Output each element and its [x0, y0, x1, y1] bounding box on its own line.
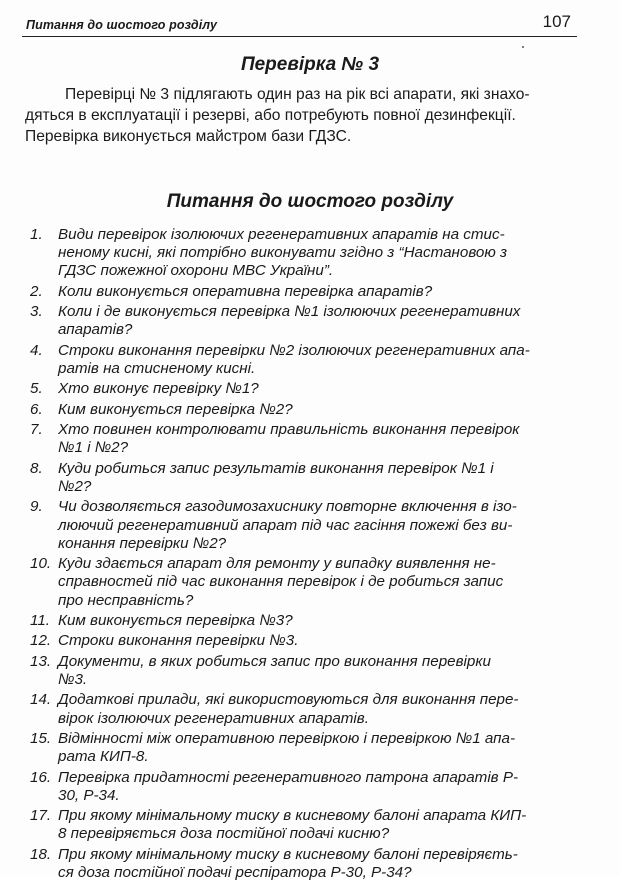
question-line: Куди робиться запис результатів виконання перевірок №1 і — [58, 459, 494, 477]
question-line: Коли виконується оперативна перевірка апаратів? — [58, 282, 433, 300]
question-line: При якому мінімальному тиску в кисневому балоні апарата КИП- — [58, 807, 527, 825]
question-line: Ким виконується перевірка №3? — [58, 611, 293, 629]
page-number: 107 — [542, 12, 571, 31]
question-number: 10. — [30, 555, 52, 573]
running-header — [22, 8, 577, 37]
question-line: рата КИП-8. — [58, 748, 149, 766]
question-number: 13. — [30, 652, 52, 670]
question-item — [0, 691, 568, 727]
question-number: 7. — [30, 421, 43, 439]
question-number: 2. — [30, 282, 43, 300]
question-number: 11. — [30, 611, 50, 629]
question-line: люючий регенеративний апарат під час гасіння пожежі без ви- — [58, 516, 513, 534]
question-line: Види перевірок ізолюючих регенеративних апаратів на стис- — [58, 226, 505, 243]
question-line: Ким виконується перевірка №2? — [58, 400, 293, 418]
question-number: 1. — [30, 226, 43, 243]
question-number: 9. — [30, 498, 43, 516]
question-number: 12. — [30, 632, 52, 650]
question-line: Додаткові прилади, які використовуються для виконання пере- — [58, 691, 519, 709]
question-number: 14. — [30, 691, 52, 709]
question-line: Відмінності між оперативною перевіркою і перевіркою №1 апа- — [58, 729, 516, 747]
question-item — [0, 303, 568, 339]
question-line: Строки виконання перевірки №2 ізолюючих регенеративних апа- — [58, 341, 530, 359]
question-number: 17. — [30, 807, 52, 825]
check-3-heading: Перевірка № 3 — [240, 54, 380, 75]
question-number: 3. — [30, 303, 43, 321]
paragraph-line: Перевірці № 3 підлягають один раз на рік всі апарати, які знахо- — [65, 86, 530, 103]
question-line: Перевірка придатності регенеративного патрона апаратів Р- — [58, 768, 519, 786]
question-line: про несправність? — [58, 591, 194, 609]
question-line: Строки виконання перевірки №3. — [58, 632, 299, 650]
question-item — [0, 380, 568, 398]
question-line: 30, Р-34. — [58, 786, 120, 804]
question-item — [0, 283, 568, 301]
question-line: справностей під час виконання перевірок і де робиться запис — [58, 573, 504, 591]
question-number: 8. — [30, 459, 43, 477]
question-item — [0, 653, 568, 689]
question-list — [0, 226, 620, 884]
question-number: 18. — [30, 845, 52, 863]
running-title: Питання до шостого розділу — [26, 18, 218, 32]
question-line: Коли і де виконується перевірка №1 ізолюючих регенеративних — [58, 303, 521, 321]
check-3-paragraph — [25, 84, 575, 147]
question-line: Куди здається апарат для ремонту у випадку виявлення не- — [58, 555, 496, 573]
question-line: вірок ізолюючих регенеративних апаратів. — [58, 709, 369, 727]
question-line: Документи, в яких робиться запис про виконання перевірки — [58, 652, 491, 670]
question-line: При якому мінімальному тиску в кисневому балоні перевіряєть- — [58, 845, 518, 863]
question-number: 5. — [30, 380, 43, 398]
question-item — [0, 460, 568, 496]
question-line: апаратів? — [58, 321, 133, 339]
paragraph-line: дяться в експлуатації і резерві, або потребують повної дезинфекції. — [25, 107, 516, 124]
question-line: Хто виконує перевірку №1? — [58, 380, 259, 398]
question-line: конання перевірки №2? — [58, 534, 227, 552]
question-item — [0, 807, 568, 843]
question-number: 6. — [30, 400, 43, 418]
question-item — [0, 612, 568, 630]
question-item — [0, 769, 568, 805]
question-item — [0, 342, 568, 378]
question-number: 15. — [30, 729, 52, 747]
question-item — [0, 632, 568, 650]
question-line: Хто повинен контролювати правильність виконання перевірок — [58, 421, 520, 439]
question-item — [0, 421, 568, 457]
question-line: ся доза постійної подачі респіратора Р-30, Р-34? — [58, 863, 412, 881]
question-item — [0, 226, 568, 281]
question-line: ратів на стисненому кисні. — [58, 359, 256, 377]
question-line: Чи дозволяється газодимозахиснику повторне включення в ізо- — [58, 498, 517, 516]
question-item — [0, 555, 568, 610]
question-item — [0, 401, 568, 419]
paragraph-line: Перевірка виконується майстром бази ГДЗС. — [25, 128, 352, 145]
question-line: №2? — [58, 477, 92, 495]
question-line: №3. — [58, 670, 88, 688]
question-line: №1 і №2? — [58, 439, 129, 457]
question-line: 8 перевіряється доза постійної подачі кисню? — [58, 825, 390, 843]
question-line: ГДЗС пожежної охорони МВС України”. — [58, 262, 334, 280]
question-item — [0, 846, 568, 882]
question-number: 4. — [30, 341, 43, 359]
question-line: неному кисні, які потрібно виконувати згідно з “Настановою з — [58, 244, 508, 262]
print-speck — [522, 46, 524, 48]
questions-heading: Питання до шостого розділу — [166, 191, 454, 212]
question-number: 16. — [30, 768, 52, 786]
question-item — [0, 730, 568, 766]
question-item — [0, 498, 568, 553]
